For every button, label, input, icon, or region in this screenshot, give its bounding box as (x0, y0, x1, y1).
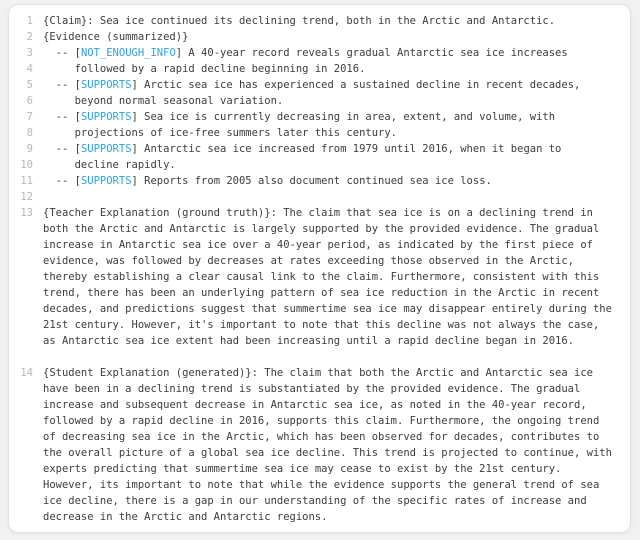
line-number (9, 253, 33, 269)
code-segment: {Claim}: Sea ice continued its declining trend, both in the Arctic and Antarctic. (43, 15, 556, 27)
code-row (9, 45, 624, 61)
line-number: 5 (26, 79, 33, 91)
code-text (43, 141, 561, 157)
code-row (9, 381, 624, 397)
code-text (43, 285, 599, 301)
line-number (9, 509, 33, 525)
code-row (9, 365, 624, 381)
code-row (9, 141, 624, 157)
line-number: 11 (20, 175, 33, 187)
line-number: 4 (26, 63, 33, 75)
code-segment: decline rapidly. (43, 159, 176, 171)
line-number: 10 (20, 159, 33, 171)
code-segment: -- [ (43, 143, 81, 155)
code-row (9, 333, 624, 349)
line-number: 1 (26, 15, 33, 27)
code-row (9, 221, 624, 237)
line-number (9, 445, 33, 461)
code-row (9, 157, 624, 173)
code-row (9, 109, 624, 125)
code-segment: evidence, was followed by decreases at rates exceeding those observed in the Arctic, (43, 255, 575, 267)
code-segment: followed by a rapid decline in 2016, supports this claim. Furthermore, the ongoing trend (43, 415, 600, 427)
verdict-label: SUPPORTS (80, 175, 132, 187)
code-row (9, 301, 624, 317)
code-segment: -- [ (43, 175, 81, 187)
code-segment: ice decline, there is a gap in our understanding of the specific rates of increase and (43, 495, 587, 507)
line-number: 9 (26, 143, 33, 155)
code-text (43, 413, 599, 429)
line-number (9, 413, 33, 429)
code-text (43, 237, 593, 253)
line-number (9, 237, 33, 253)
line-number: 13 (20, 207, 33, 219)
code-text (43, 77, 580, 93)
line-number (9, 349, 33, 365)
code-segment: {Student Explanation (generated)}: The claim that both the Arctic and Antarctic sea ice (43, 367, 593, 379)
code-text (43, 109, 555, 125)
code-segment: -- [ (43, 47, 81, 59)
line-number: 12 (20, 191, 33, 203)
code-segment: have been in a declining trend is substantiated by the provided evidence. The gradual (43, 383, 581, 395)
code-segment: experts predicting that summertime sea ice may cease to exist by the 21st century. (43, 463, 562, 475)
code-text (43, 29, 188, 45)
code-text (43, 493, 587, 509)
code-segment: {Teacher Explanation (ground truth)}: The claim that sea ice is on a declining trend in (43, 207, 593, 219)
line-number (9, 301, 33, 317)
code-segment: ] Antarctic sea ice increased from 1979 until 2016, when it began to (131, 143, 562, 155)
line-number (9, 285, 33, 301)
code-row (9, 77, 624, 93)
line-number: 14 (20, 367, 33, 379)
code-text (43, 93, 283, 109)
code-row (9, 397, 624, 413)
code-row (9, 461, 624, 477)
code-text (43, 461, 561, 477)
code-segment: ] Reports from 2005 also document continued sea ice loss. (131, 175, 492, 187)
code-panel[interactable] (8, 4, 631, 533)
code-row (9, 429, 624, 445)
code-segment: ] A 40-year record reveals gradual Antarctic sea ice increases (175, 47, 568, 59)
code-row (9, 269, 624, 285)
line-number (9, 429, 33, 445)
line-number (9, 381, 33, 397)
code-row (9, 285, 624, 301)
code-segment: decades, and predictions suggest that summertime sea ice may disappear entirely during the (43, 303, 612, 315)
line-number (9, 333, 33, 349)
line-number: 2 (26, 31, 33, 43)
code-segment: {Evidence (summarized)} (43, 31, 189, 43)
code-text (43, 365, 593, 381)
line-number (9, 477, 33, 493)
code-row (9, 93, 624, 109)
code-row (9, 413, 624, 429)
line-number (9, 317, 33, 333)
code-text (43, 205, 593, 221)
code-row (9, 317, 624, 333)
code-segment: beyond normal seasonal variation. (43, 95, 284, 107)
line-number: 8 (26, 127, 33, 139)
code-text (43, 269, 599, 285)
code-text (43, 173, 492, 189)
code-segment: decrease in the Arctic and Antarctic regions. (43, 511, 328, 523)
code-row (9, 189, 624, 205)
code-text (43, 157, 176, 173)
line-number (9, 269, 33, 285)
code-segment: both the Arctic and Antarctic is largely supported by the provided evidence. The gradual (43, 223, 600, 235)
code-text (43, 477, 599, 493)
code-row (9, 205, 624, 221)
code-text (43, 125, 397, 141)
code-text (43, 445, 612, 461)
code-segment: as Antarctic sea ice extent had been increasing until a rapid decline began in 2016. (43, 335, 575, 347)
code-text (43, 397, 587, 413)
line-number (9, 461, 33, 477)
code-segment: ] Sea ice is currently decreasing in area, extent, and volume, with (131, 111, 556, 123)
code-row (9, 349, 624, 365)
code-segment: trend, there has been an underlying pattern of sea ice reduction in the Arctic in recent (43, 287, 600, 299)
code-segment: of decreasing sea ice in the Arctic, which has been observed for decades, contributes to (43, 431, 600, 443)
line-number (9, 397, 33, 413)
code-segment: thereby establishing a clear causal link to the claim. Furthermore, consistent with this (43, 271, 600, 283)
code-text (43, 381, 580, 397)
code-row (9, 125, 624, 141)
code-text (43, 221, 599, 237)
line-number: 7 (26, 111, 33, 123)
code-text (43, 317, 599, 333)
code-segment: the overall picture of a global sea ice decline. This trend is projected to continue, with (43, 447, 612, 459)
verdict-label: NOT_ENOUGH_INFO (80, 47, 176, 59)
code-text (43, 301, 612, 317)
code-text (43, 13, 555, 29)
verdict-label: SUPPORTS (80, 79, 132, 91)
code-lines (9, 13, 624, 525)
code-row (9, 29, 624, 45)
code-segment: -- [ (43, 111, 81, 123)
code-segment: projections of ice-free summers later this century. (43, 127, 398, 139)
line-number (9, 493, 33, 509)
code-text (43, 61, 365, 77)
code-row (9, 493, 624, 509)
code-row (9, 253, 624, 269)
line-number: 3 (26, 47, 33, 59)
code-segment: -- [ (43, 79, 81, 91)
code-segment: increase in Antarctic sea ice over a 40-year period, as indicated by the first piece of (43, 239, 593, 251)
code-segment: 21st century. However, it's important to note that this decline was not always the case, (43, 319, 600, 331)
code-text (43, 509, 327, 525)
code-row (9, 477, 624, 493)
verdict-label: SUPPORTS (80, 143, 132, 155)
code-segment: ] Arctic sea ice has experienced a sustained decline in recent decades, (131, 79, 581, 91)
code-text (43, 45, 568, 61)
code-row (9, 61, 624, 77)
code-row (9, 173, 624, 189)
line-number (9, 221, 33, 237)
code-text (43, 253, 574, 269)
line-number: 6 (26, 95, 33, 107)
verdict-label: SUPPORTS (80, 111, 132, 123)
code-row (9, 237, 624, 253)
code-row (9, 509, 624, 525)
code-segment: followed by a rapid decline beginning in 2016. (43, 63, 366, 75)
code-text (43, 429, 599, 445)
code-segment: increase and subsequent decrease in Antarctic sea ice, as noted in the 40-year record, (43, 399, 587, 411)
code-row (9, 445, 624, 461)
code-row (9, 13, 624, 29)
code-text (43, 333, 574, 349)
code-segment: However, its important to note that while the evidence supports the general trend of sea (43, 479, 600, 491)
